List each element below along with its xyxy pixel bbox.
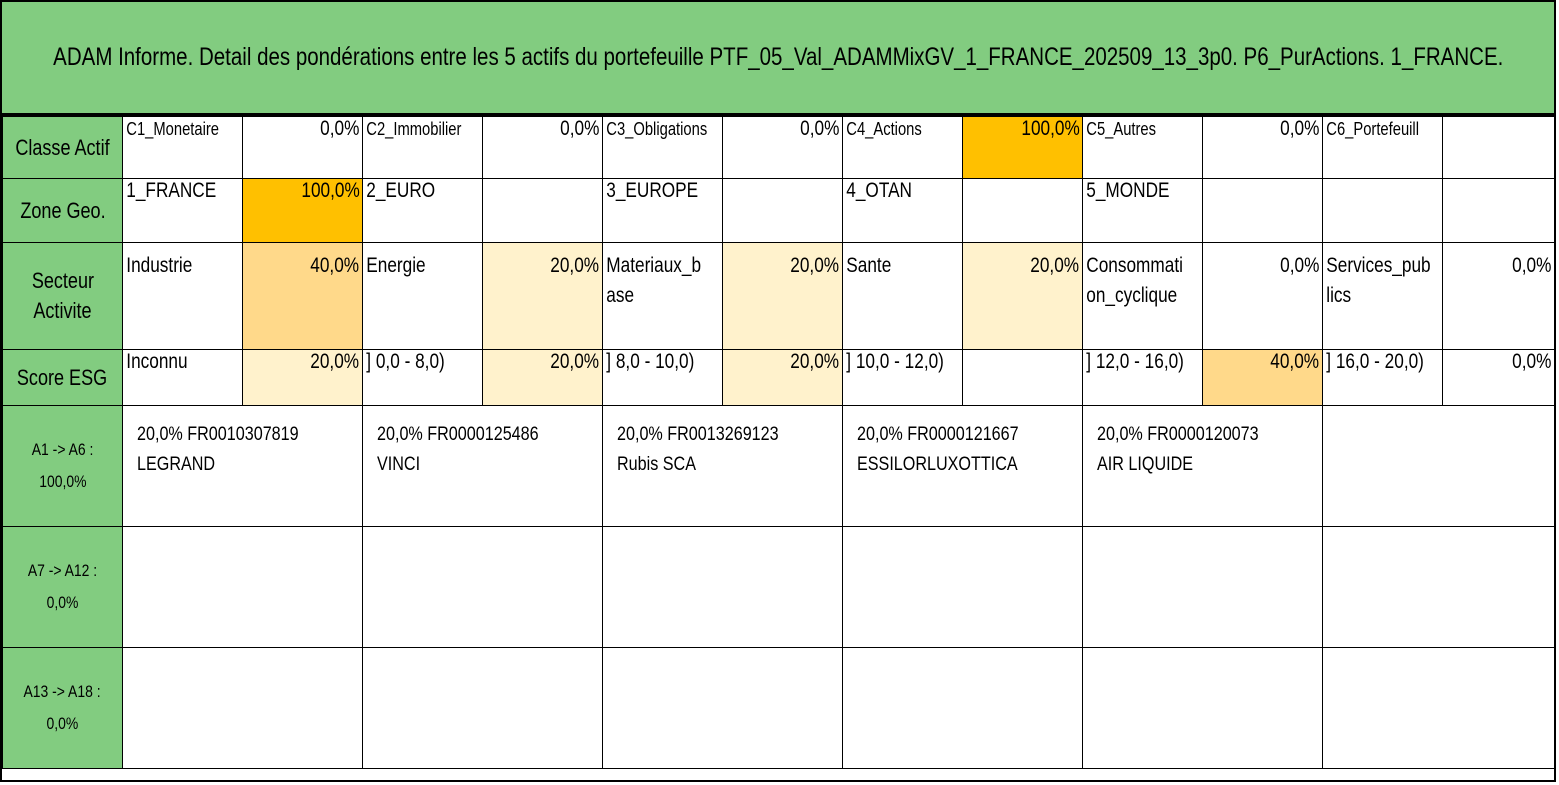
asset-cell: 20,0% FR0000125486 VINCI (363, 406, 603, 527)
esg-band-cell: ] 0,0 - 8,0) (363, 350, 483, 406)
sector-weight-cell: 0,0% (1443, 243, 1555, 350)
sector-weight-cell: 20,0% (963, 243, 1083, 350)
class-name-cell: C2_Immobilier (363, 117, 483, 179)
zone-weight-cell (1443, 179, 1555, 243)
class-weight-cell: 0,0% (243, 117, 363, 179)
asset-cell-empty (843, 648, 1083, 769)
sector-weight-cell: 20,0% (723, 243, 843, 350)
asset-cell-empty (123, 648, 363, 769)
assets-group-a7-a12 (3, 527, 1555, 648)
sector-name-cell: Materiaux_b ase (603, 243, 723, 350)
asset-cell: 20,0% FR0013269123 Rubis SCA (603, 406, 843, 527)
sector-name-cell: Services_pub lics (1323, 243, 1443, 350)
asset-cell-empty (363, 527, 603, 648)
asset-group-label: A1 -> A6 : 100,0% (3, 406, 123, 527)
asset-cell-empty (603, 648, 843, 769)
secteur-activite-row (3, 243, 1555, 350)
report-title: ADAM Informe. Detail des pondérations entre les 5 actifs du portefeuille PTF_05_Val_ADAMMixGV_1_FRANCE_202509_13_3p0. P6_PurActions. 1_FRANCE. (52, 43, 1504, 71)
esg-band-cell: ] 10,0 - 12,0) (843, 350, 963, 406)
zone-weight-cell (963, 179, 1083, 243)
esg-band-cell: ] 8,0 - 10,0) (603, 350, 723, 406)
class-name-cell: C4_Actions (843, 117, 963, 179)
sector-weight-cell: 0,0% (1203, 243, 1323, 350)
assets-group-a13-a18 (3, 648, 1555, 769)
esg-weight-cell: 20,0% (483, 350, 603, 406)
esg-weight-cell: 40,0% (1203, 350, 1323, 406)
zone-weight-cell (723, 179, 843, 243)
asset-cell-empty (123, 527, 363, 648)
zone-name-cell: 1_FRANCE (123, 179, 243, 243)
class-weight-cell (1443, 117, 1555, 179)
class-name-cell: C6_Portefeuill (1323, 117, 1443, 179)
sector-weight-cell: 20,0% (483, 243, 603, 350)
report-title-bar (2, 2, 1554, 116)
zone-weight-cell (483, 179, 603, 243)
class-weight-cell: 100,0% (963, 117, 1083, 179)
assets-group-a1-a6 (3, 406, 1555, 527)
asset-cell-empty (1323, 527, 1555, 648)
class-weight-cell: 0,0% (723, 117, 843, 179)
esg-band-cell: Inconnu (123, 350, 243, 406)
asset-group-label: A13 -> A18 : 0,0% (3, 648, 123, 769)
zone-name-cell: 5_MONDE (1083, 179, 1203, 243)
asset-cell-empty (1083, 648, 1323, 769)
sector-weight-cell: 40,0% (243, 243, 363, 350)
asset-group-label: A7 -> A12 : 0,0% (3, 527, 123, 648)
zone-geo-row (3, 179, 1555, 243)
asset-cell: 20,0% FR0000121667 ESSILORLUXOTTICA (843, 406, 1083, 527)
zone-weight-cell: 100,0% (243, 179, 363, 243)
class-weight-cell: 0,0% (1203, 117, 1323, 179)
zone-name-cell: 3_EUROPE (603, 179, 723, 243)
asset-cell-empty (603, 527, 843, 648)
class-weight-cell: 0,0% (483, 117, 603, 179)
classe-actif-row (3, 117, 1555, 179)
class-name-cell: C5_Autres (1083, 117, 1203, 179)
esg-weight-cell: 20,0% (243, 350, 363, 406)
sector-name-cell: Industrie (123, 243, 243, 350)
zone-name-cell (1323, 179, 1443, 243)
esg-band-cell: ] 12,0 - 16,0) (1083, 350, 1203, 406)
row-label: Score ESG (3, 350, 123, 406)
esg-band-cell: ] 16,0 - 20,0) (1323, 350, 1443, 406)
zone-name-cell: 4_OTAN (843, 179, 963, 243)
esg-weight-cell: 20,0% (723, 350, 843, 406)
zone-name-cell: 2_EURO (363, 179, 483, 243)
row-label: Secteur Activite (3, 243, 123, 350)
sector-name-cell: Sante (843, 243, 963, 350)
asset-cell-empty (1323, 648, 1555, 769)
asset-cell-empty (1323, 406, 1555, 527)
zone-weight-cell (1203, 179, 1323, 243)
asset-cell-empty (1083, 527, 1323, 648)
asset-cell-empty (363, 648, 603, 769)
row-label: Zone Geo. (3, 179, 123, 243)
sector-name-cell: Energie (363, 243, 483, 350)
score-esg-row (3, 350, 1555, 406)
esg-weight-cell (963, 350, 1083, 406)
asset-cell: 20,0% FR0010307819 LEGRAND (123, 406, 363, 527)
esg-weight-cell: 0,0% (1443, 350, 1555, 406)
weights-table (2, 116, 1555, 769)
asset-cell-empty (843, 527, 1083, 648)
sector-name-cell: Consommati on_cyclique (1083, 243, 1203, 350)
row-label: Classe Actif (3, 117, 123, 179)
class-name-cell: C3_Obligations (603, 117, 723, 179)
class-name-cell: C1_Monetaire (123, 117, 243, 179)
asset-cell: 20,0% FR0000120073 AIR LIQUIDE (1083, 406, 1323, 527)
